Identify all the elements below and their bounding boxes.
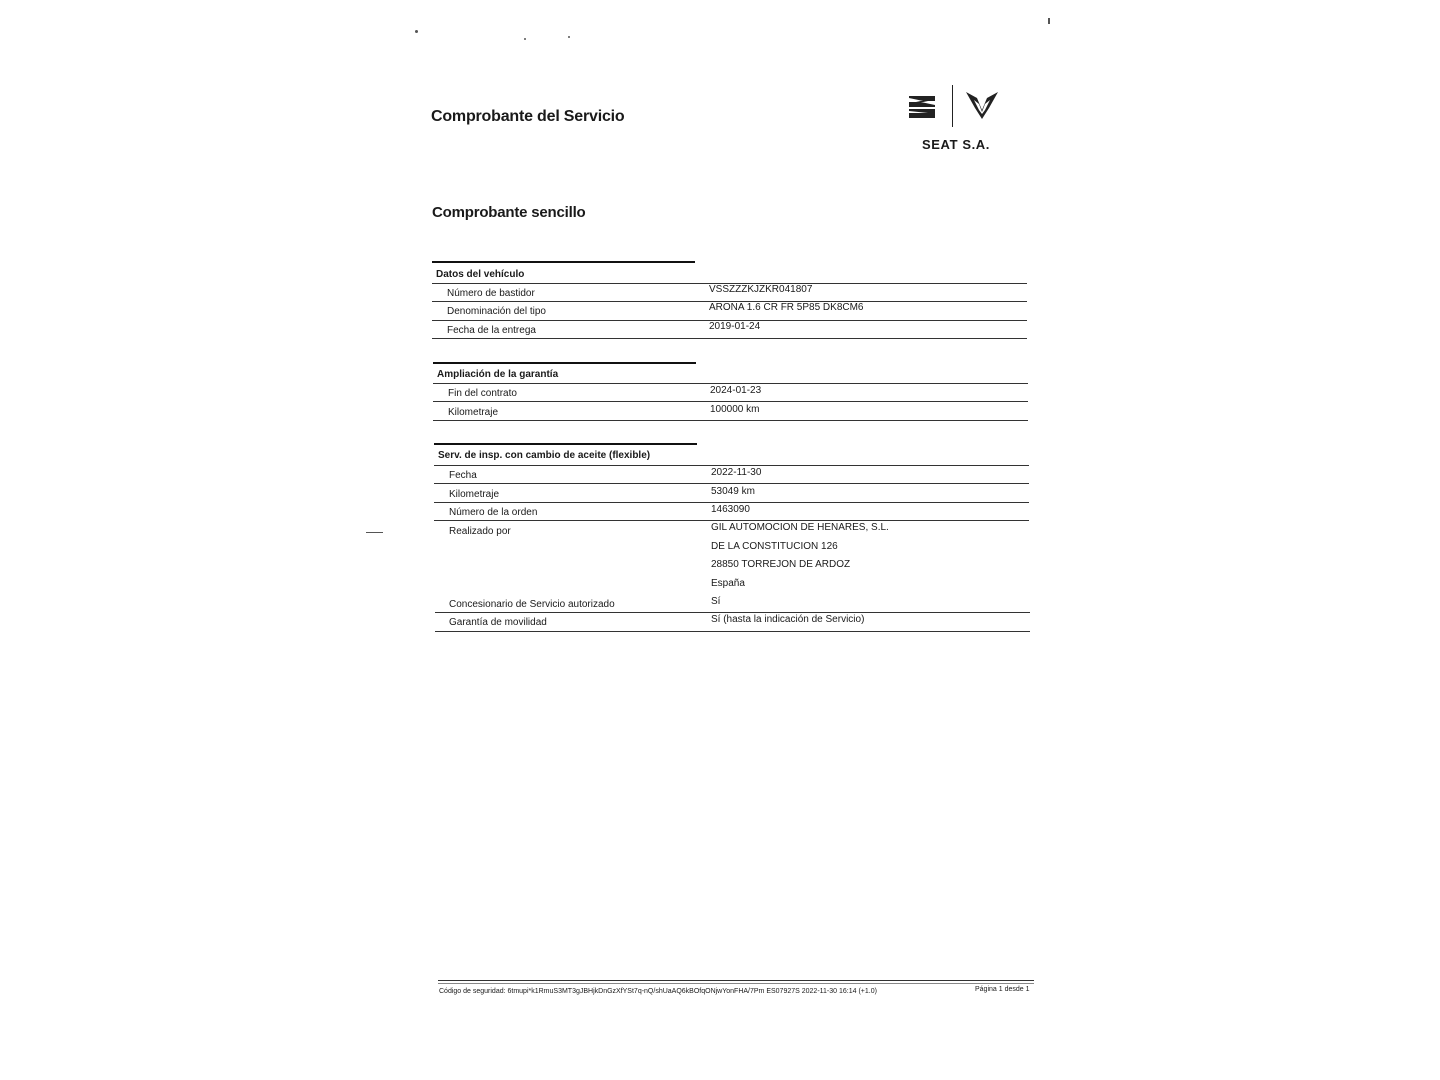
authorized-dealer-value: Sí	[711, 596, 721, 607]
row-divider	[433, 420, 1028, 421]
authorized-dealer-label: Concesionario de Servicio autorizado	[449, 599, 615, 610]
performed-by-label: Realizado por	[449, 526, 511, 537]
warranty-section-heading: Ampliación de la garantía	[437, 369, 559, 380]
service-section-heading: Serv. de insp. con cambio de aceite (flexible)	[438, 450, 651, 461]
section-rule	[434, 443, 697, 445]
scan-speck	[366, 532, 383, 533]
cupra-logo-icon	[965, 90, 999, 120]
vehicle-section-heading: Datos del vehículo	[436, 269, 525, 280]
row-divider	[435, 612, 1030, 613]
row-divider	[434, 465, 1029, 466]
row-divider	[434, 520, 1029, 521]
row-divider	[432, 338, 1027, 339]
seat-logo-icon	[907, 93, 937, 121]
order-number-label: Número de la orden	[449, 507, 538, 518]
service-mileage-label: Kilometraje	[449, 489, 500, 500]
service-date-value: 2022-11-30	[711, 467, 762, 478]
mobility-guarantee-value: Sí (hasta la indicación de Servicio)	[711, 614, 865, 625]
page-number: Página 1 desde 1	[975, 986, 1030, 993]
section-rule	[433, 362, 696, 364]
delivery-date-label: Fecha de la entrega	[447, 325, 536, 336]
order-number-value: 1463090	[711, 504, 750, 515]
row-divider	[434, 483, 1029, 484]
company-name: SEAT S.A.	[922, 137, 991, 152]
scan-speck	[1048, 18, 1050, 24]
scan-speck	[524, 38, 526, 40]
warranty-mileage-label: Kilometraje	[448, 407, 499, 418]
row-divider	[433, 383, 1028, 384]
dealer-street: DE LA CONSTITUCION 126	[711, 541, 838, 552]
delivery-date-value: 2019-01-24	[709, 321, 761, 332]
row-divider	[435, 631, 1030, 632]
contract-end-value: 2024-01-23	[710, 385, 762, 396]
footer-rule	[438, 983, 1034, 984]
scan-speck	[415, 30, 418, 33]
security-code: Código de seguridad: 6tmupi*k1RmuS3MT3gJBHjkDnGzXfYSt7q-nQ/shUaAQ6kBOfqONjwYonFHA/7Pm ES07927S 2022-11-30 16:14 (+1.0)	[439, 988, 877, 995]
service-mileage-value: 53049 km	[711, 486, 755, 497]
row-divider	[434, 502, 1029, 503]
dealer-name: GIL AUTOMOCION DE HENARES, S.L.	[711, 522, 889, 533]
type-label: Denominación del tipo	[447, 306, 546, 317]
service-date-label: Fecha	[449, 470, 477, 481]
logo-divider	[952, 85, 953, 127]
footer-rule	[438, 980, 1034, 981]
scan-speck	[568, 36, 570, 38]
row-divider	[433, 401, 1028, 402]
dealer-city: 28850 TORREJON DE ARDOZ	[711, 559, 851, 570]
mobility-guarantee-label: Garantía de movilidad	[449, 617, 547, 628]
warranty-mileage-value: 100000 km	[710, 404, 760, 415]
document-title: Comprobante del Servicio	[431, 108, 625, 125]
document-subtitle: Comprobante sencillo	[432, 204, 586, 221]
dealer-country: España	[711, 578, 745, 589]
section-rule	[432, 261, 695, 263]
type-value: ARONA 1.6 CR FR 5P85 DK8CM6	[709, 302, 864, 313]
vin-value: VSSZZZKJZKR041807	[709, 284, 813, 295]
vin-label: Número de bastidor	[447, 288, 535, 299]
contract-end-label: Fin del contrato	[448, 388, 517, 399]
